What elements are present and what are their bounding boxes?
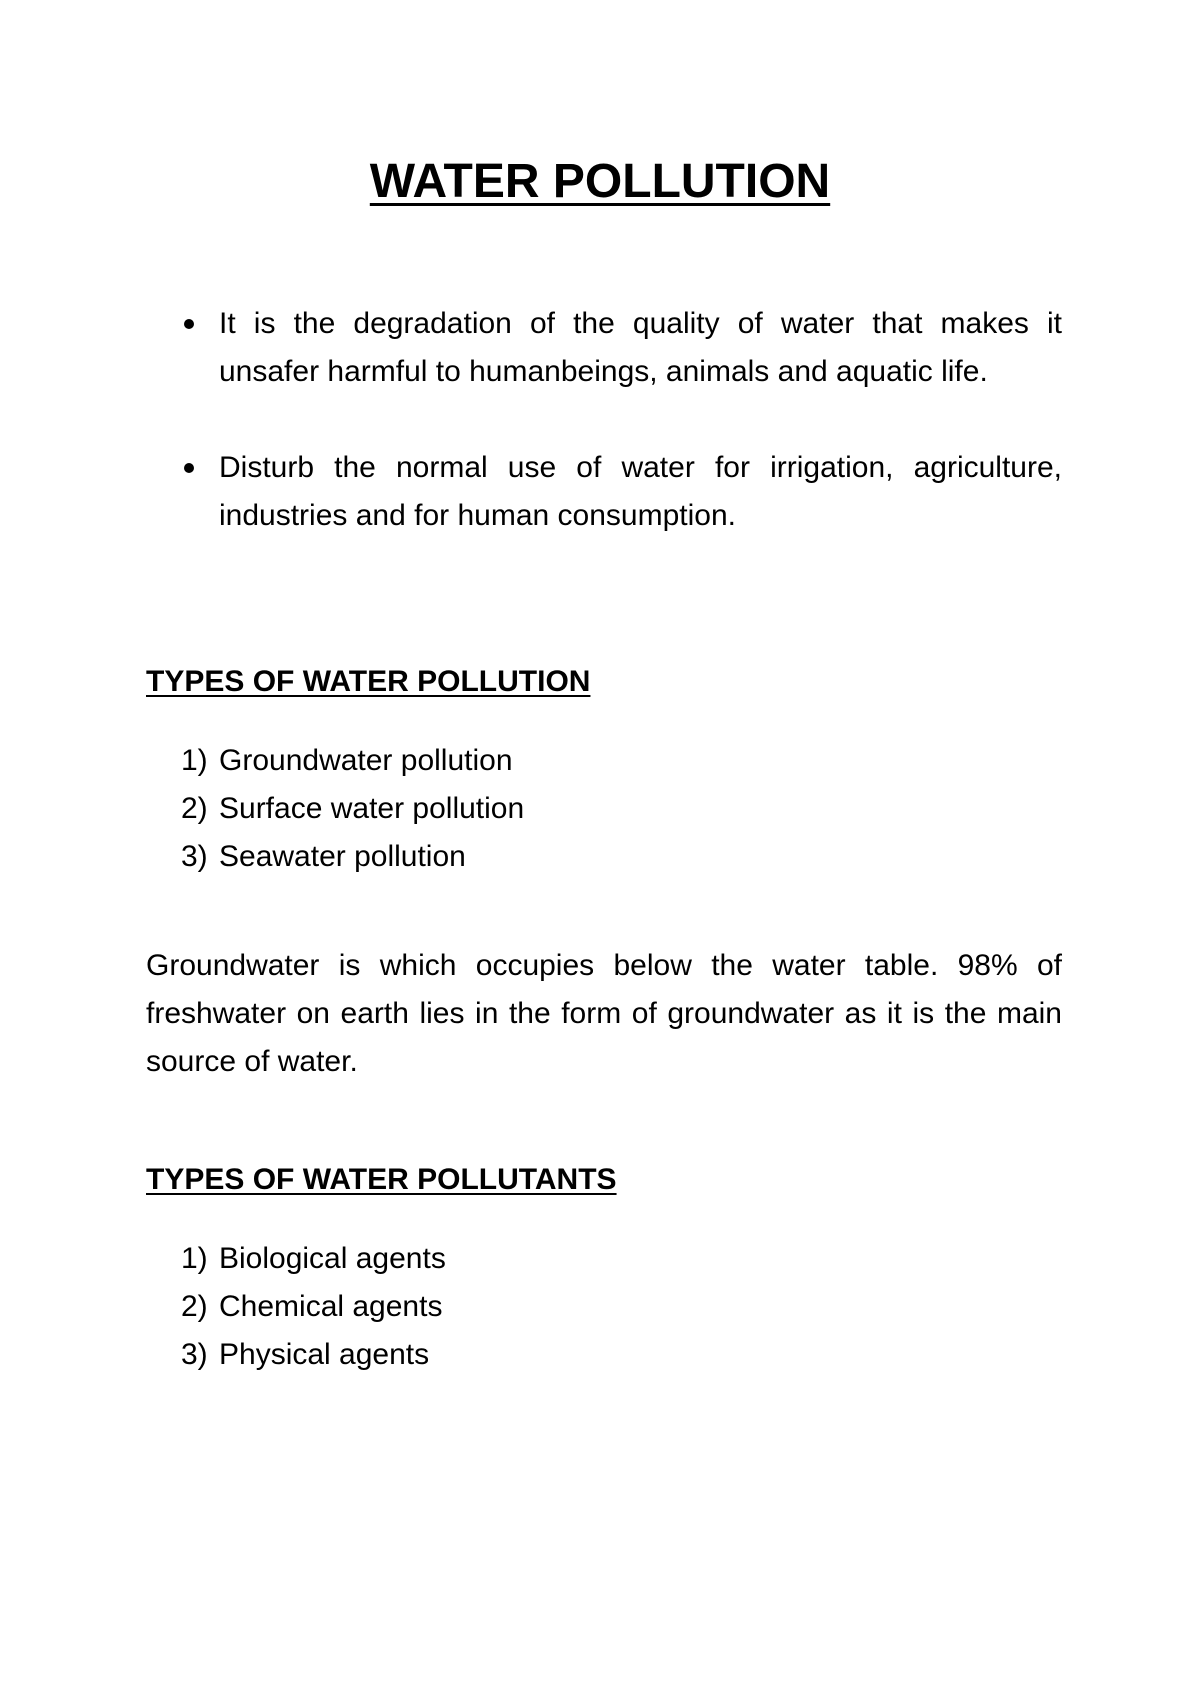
list-item — [181, 785, 524, 833]
list-item-number: 2) — [181, 792, 208, 825]
bullet-text: Disturb the normal use of water for irrigation, agriculture, industries and for human consumption. — [219, 451, 1062, 532]
list-item — [181, 737, 524, 785]
list-item-number: 3) — [181, 840, 208, 873]
list-item-number: 1) — [181, 1242, 208, 1275]
bullet-list — [219, 300, 1062, 588]
pollution-types-list — [181, 737, 524, 881]
bullet-item — [219, 300, 1062, 396]
section-heading-text: TYPES OF WATER POLLUTION — [146, 665, 591, 698]
page-title — [0, 152, 1200, 212]
bullet-item — [219, 444, 1062, 540]
list-item-label: Seawater pollution — [219, 840, 466, 873]
section-heading-text: TYPES OF WATER POLLUTANTS — [146, 1163, 617, 1196]
list-item — [181, 1235, 446, 1283]
list-item-number: 1) — [181, 744, 208, 777]
bullet-dot-icon — [184, 463, 194, 473]
list-item — [181, 833, 524, 881]
list-item-label: Biological agents — [219, 1242, 446, 1275]
list-item-label: Groundwater pollution — [219, 744, 513, 777]
list-item-label: Surface water pollution — [219, 792, 525, 825]
groundwater-paragraph: Groundwater is which occupies below the water table. 98% of freshwater on earth lies in the form of groundwater as it is the main source of water. — [146, 949, 1062, 1078]
bullet-dot-icon — [184, 319, 194, 329]
section-heading-types-of-pollutants — [146, 1160, 617, 1200]
list-item — [181, 1331, 446, 1379]
list-item-label: Chemical agents — [219, 1290, 443, 1323]
page-title-text: WATER POLLUTION — [369, 155, 831, 208]
section-heading-types-of-pollution — [146, 662, 590, 702]
bullet-text: It is the degradation of the quality of water that makes it unsafer harmful to humanbeings, animals and aquatic life. — [219, 307, 1062, 388]
list-item-number: 2) — [181, 1290, 208, 1323]
list-item-number: 3) — [181, 1338, 208, 1371]
list-item-label: Physical agents — [219, 1338, 430, 1371]
pollutant-types-list — [181, 1235, 446, 1379]
list-item — [181, 1283, 446, 1331]
